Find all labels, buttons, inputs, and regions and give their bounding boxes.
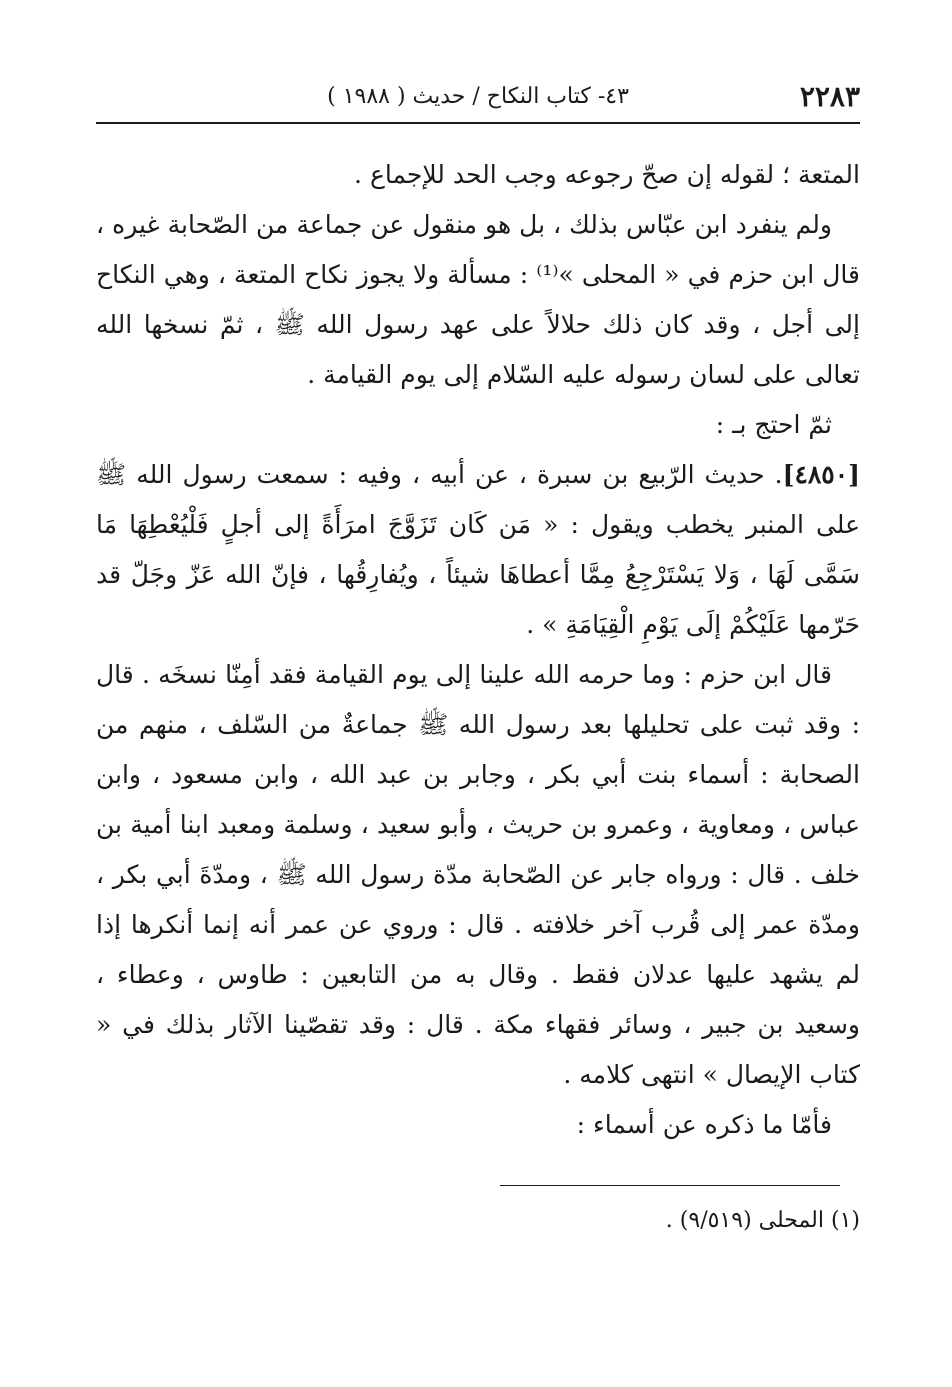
page-header (96, 78, 860, 124)
footnote-divider (500, 1185, 840, 1186)
paragraph-6: فأمّا ما ذكره عن أسماء : (576, 1110, 832, 1139)
running-title: ٤٣- كتاب النكاح / حديث ( ١٩٨٨ ) (327, 84, 629, 109)
hadith-number: [٤٨٥٠] (782, 460, 860, 489)
paragraph-3: ثمّ احتج بـ : (715, 410, 832, 439)
page-number: ٢٢٨٣ (799, 80, 860, 113)
paragraph-2: ولم ينفرد ابن عبّاس بذلك ، بل هو منقول عن جماعة من الصّحابة غيره ، قال ابن حزم في « المحلى »⁽¹⁾ : مسألة ولا يجوز نكاح المتعة ، وهي النكاح إلى أجل ، وقد كان ذلك حلالاً على عهد رسول الله ﷺ ، ثمّ نسخها الله تعالى على لسان رسوله عليه السّلام إلى يوم القيامة . (96, 210, 860, 389)
paragraph-1: المتعة ؛ لقوله إن صحّ رجوعه وجب الحد للإجماع . (354, 160, 860, 189)
hadith-paragraph (96, 450, 860, 650)
footnote: (١) المحلى (٩/٥١٩) . (665, 1208, 860, 1233)
paragraph-5: قال ابن حزم : وما حرمه الله علينا إلى يوم القيامة فقد أمِنّا نسخَه . قال : وقد ثبت على تحليلها بعد رسول الله ﷺ جماعةٌ من السّلف ، منهم من الصحابة : أسماء بنت أبي بكر ، وجابر بن عبد الله ، وابن مسعود ، وابن عباس ، ومعاوية ، وعمرو بن حريث ، وأبو سعيد ، وسلمة ومعبد ابنا أمية بن خلف . قال : ورواه جابر عن الصّحابة مدّة رسول الله ﷺ ، ومدّةَ أبي بكر ، ومدّة عمر إلى قُرب آخر خلافته . قال : وروي عن عمر أنه إنما أنكرها إذا لم يشهد عليها عدلان فقط . وقال به من التابعين : طاوس ، وعطاء ، وسعيد بن جبير ، وسائر فقهاء مكة . قال : وقد تقصّينا الآثار بذلك في « كتاب الإيصال » انتهى كلامه . (96, 660, 860, 1089)
main-text (96, 150, 860, 1150)
hadith-text: . حديث الرّبيع بن سبرة ، عن أبيه ، وفيه : سمعت رسول الله ﷺ على المنبر يخطب ويقول : « مَن كَان تَزَوَّجَ امرَأَةً إلى أجلٍ فَلْيُعْطِهَا مَا سَمَّى لَهَا ، وَلا يَسْتَرْجِعُ مِمَّا أعطاهَا شيئاً ، ويُفارِقُها ، فإنّ الله عَزّ وجَلّ قد حَرّمها عَلَيْكُمْ إلَى يَوْمِ الْقِيَامَةِ » . (96, 460, 860, 639)
